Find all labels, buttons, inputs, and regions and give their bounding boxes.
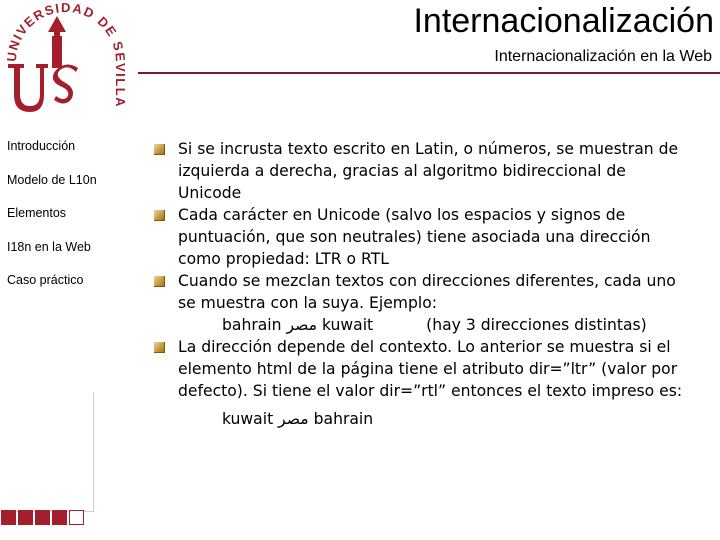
slide-nav-square-current[interactable] <box>69 510 84 525</box>
sidebar-item-elementos[interactable]: Elementos <box>7 206 67 220</box>
example-arabic-word: مصر <box>286 316 317 334</box>
bullet-text: La dirección depende del contexto. Lo anterior se muestra si el elemento html de la página tiene el atributo dir=”ltr” (valor por defecto). Si tiene el valor dir=”rtl” entonces el texto impreso es: <box>178 338 683 400</box>
sidebar-nav <box>7 136 125 304</box>
example-word: kuwait <box>321 316 374 334</box>
sidebar-item-i18n-web[interactable]: I18n en la Web <box>7 239 91 254</box>
slide-nav-square[interactable] <box>1 510 16 525</box>
sidebar-item-caso-practico[interactable]: Caso práctico <box>7 273 84 287</box>
bullet-icon <box>154 144 165 155</box>
header-divider <box>138 72 720 74</box>
logo-text: UNIVERSIDAD DE SEVILLA <box>3 2 129 109</box>
svg-text:UNIVERSIDAD DE SEVILLA <box>4 2 128 108</box>
example-word: bahrain <box>222 316 282 334</box>
bullet-text: Cada carácter en Unicode (salvo los espacios y signos de puntuación, que son neutrales) tiene asociada una dirección como propiedad: LTR o RTL <box>178 206 651 268</box>
slide-nav-square[interactable] <box>18 510 33 525</box>
university-logo <box>2 2 130 114</box>
slide-nav-square[interactable] <box>52 510 67 525</box>
bullet-text: Cuando se mezclan textos con direcciones diferentes, cada uno se muestra con la suya. Ejemplo: <box>178 272 676 312</box>
page-title: Internacionalización <box>413 2 714 40</box>
example-arabic-word: مصر <box>278 410 309 428</box>
sidebar-item-introduccion[interactable]: Introducción <box>7 139 76 153</box>
list-item <box>150 204 690 270</box>
list-item <box>150 138 690 204</box>
bullet-icon <box>154 210 165 221</box>
bidi-example-rtl <box>150 408 690 430</box>
list-item <box>150 270 690 314</box>
example-word: kuwait <box>222 410 274 428</box>
bullet-icon <box>154 276 165 287</box>
slide-nav-squares <box>1 510 84 525</box>
slide-content <box>150 138 690 430</box>
bidi-example-ltr <box>150 314 690 336</box>
example-note: (hay 3 direcciones distintas) <box>426 316 647 334</box>
slide-nav-square[interactable] <box>35 510 50 525</box>
list-item <box>150 336 690 402</box>
page-subtitle: Internacionalización en la Web <box>494 48 712 65</box>
sidebar-item-modelo-l10n[interactable]: Modelo de L10n <box>7 172 97 187</box>
bullet-icon <box>154 342 165 353</box>
example-word: bahrain <box>313 410 374 428</box>
sidebar-vertical-rule <box>93 393 94 511</box>
bullet-text: Si se incrusta texto escrito en Latin, o números, se muestran de izquierda a derecha, gracias al algoritmo bidireccional de Unicode <box>178 140 679 202</box>
